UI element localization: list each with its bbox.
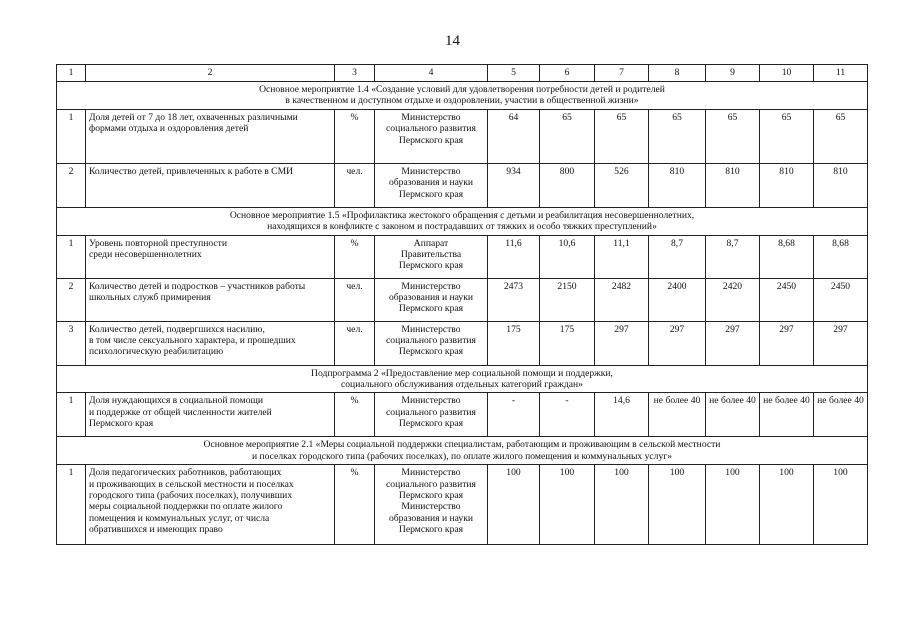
indicator-value: 8,68: [814, 235, 868, 278]
indicator-value: 11,6: [488, 235, 540, 278]
indicator-value: 810: [814, 163, 868, 207]
indicator-value: не более 40: [706, 393, 760, 437]
column-header: 2: [86, 65, 335, 82]
indicator-value: 100: [540, 465, 595, 545]
indicator-value: не более 40: [649, 393, 706, 437]
section-header-row: [57, 437, 868, 465]
indicator-name-line: школьных служб примирения: [89, 292, 211, 304]
indicator-value: 100: [760, 465, 814, 545]
indicator-name-line: меры социальной поддержки по оплате жилого: [89, 501, 283, 513]
indicator-value: 14,6: [595, 393, 649, 437]
indicator-name: [86, 393, 335, 437]
executor-line: Министерство: [401, 467, 461, 479]
indicator-value: 297: [814, 321, 868, 365]
indicator-value: 2482: [595, 278, 649, 321]
executor-line: Министерство: [401, 165, 461, 177]
executor-line: Министерство: [401, 501, 461, 513]
indicator-value: 800: [540, 163, 595, 207]
indicator-value: 100: [649, 465, 706, 545]
column-header: 5: [488, 65, 540, 82]
indicator-value: 2400: [649, 278, 706, 321]
executor-line: Министерство: [401, 323, 461, 335]
executor-line: социального развития: [386, 478, 476, 490]
indicator-value: 10,6: [540, 235, 595, 278]
row-number: 2: [57, 278, 86, 321]
table-row: [57, 321, 868, 365]
indicator-value: 175: [540, 321, 595, 365]
executor-line: Правительства: [400, 249, 462, 261]
indicator-value: 11,1: [595, 235, 649, 278]
indicator-name-line: Доля нуждающихся в социальной помощи: [89, 395, 264, 407]
column-header: 6: [540, 65, 595, 82]
indicator-name-line: Количество детей и подростков – участников работы: [89, 280, 306, 292]
indicator-name-line: и проживающих в сельской местности и поселках: [89, 478, 294, 490]
executor-line: Пермского края: [398, 134, 464, 146]
section-title: [57, 437, 868, 465]
executor-line: образования и науки: [388, 512, 474, 524]
row-number: 1: [57, 109, 86, 163]
executor: [375, 321, 488, 365]
executor-line: Пермского края: [398, 303, 464, 315]
indicator-value: 100: [488, 465, 540, 545]
unit-of-measure: %: [335, 465, 375, 545]
indicator-value: 8,68: [760, 235, 814, 278]
indicator-value: 65: [814, 109, 868, 163]
indicator-value: 526: [595, 163, 649, 207]
indicator-value: 297: [706, 321, 760, 365]
indicator-name-line: городского типа (рабочих поселках), получивших: [89, 490, 293, 502]
indicator-value: 810: [649, 163, 706, 207]
section-title-line: в качественном и доступном отдыхе и оздоровлении, участии в общественной жизни»: [285, 95, 639, 107]
executor: [375, 235, 488, 278]
indicator-name-line: обратившихся и имеющих право: [89, 524, 223, 536]
unit-of-measure: %: [335, 109, 375, 163]
indicator-value: 100: [814, 465, 868, 545]
section-title-line: Основное мероприятие 1.5 «Профилактика жестокого обращения с детьми и реабилитация несовершеннолетних,: [229, 209, 695, 221]
section-title-line: Подпрограмма 2 «Предоставление мер социальной помощи и поддержки,: [311, 367, 613, 379]
indicator-value: 8,7: [649, 235, 706, 278]
section-header-row: [57, 82, 868, 110]
indicator-value: 65: [649, 109, 706, 163]
row-number: 1: [57, 393, 86, 437]
indicator-value: 297: [595, 321, 649, 365]
indicator-value: не более 40: [814, 393, 868, 437]
column-header: 11: [814, 65, 868, 82]
executor: [375, 465, 488, 545]
section-title: [57, 365, 868, 393]
executor: [375, 163, 488, 207]
indicator-name-line: и поддержке от общей численности жителей: [89, 406, 272, 418]
indicator-name-line: Пермского края: [89, 418, 154, 430]
executor: [375, 278, 488, 321]
indicator-name-line: Количество детей, подвергшихся насилию,: [89, 323, 265, 335]
indicator-name: [86, 235, 335, 278]
indicator-value: 2450: [760, 278, 814, 321]
indicator-name: [86, 278, 335, 321]
indicator-value: 65: [706, 109, 760, 163]
indicator-name-line: Доля педагогических работников, работающих: [89, 467, 282, 479]
column-header: 1: [57, 65, 86, 82]
indicator-value: 175: [488, 321, 540, 365]
indicator-value: 810: [760, 163, 814, 207]
indicator-value: 8,7: [706, 235, 760, 278]
indicator-name: [86, 321, 335, 365]
unit-of-measure: чел.: [335, 321, 375, 365]
section-title: [57, 82, 868, 110]
section-title-line: Основное мероприятие 2.1 «Меры социальной поддержки специалистам, работающим и проживающим в сельской местности: [203, 439, 721, 451]
indicator-value: 2473: [488, 278, 540, 321]
executor-line: Аппарат: [413, 237, 449, 249]
indicator-value: 810: [706, 163, 760, 207]
unit-of-measure: чел.: [335, 163, 375, 207]
page-number: 14: [445, 33, 460, 49]
indicator-name: [86, 465, 335, 545]
executor-line: Министерство: [401, 111, 461, 123]
section-title-line: социального обслуживания отдельных категорий граждан»: [341, 379, 583, 391]
executor-line: Министерство: [401, 395, 461, 407]
column-header: 4: [375, 65, 488, 82]
section-header-row: [57, 365, 868, 393]
table-row: [57, 278, 868, 321]
table-body: [57, 65, 868, 545]
section-title: [57, 207, 868, 235]
indicator-name-line: помещения и коммунальных услуг, от числа: [89, 512, 270, 524]
indicator-value: 2420: [706, 278, 760, 321]
column-header: 7: [595, 65, 649, 82]
row-number: 3: [57, 321, 86, 365]
row-number: 1: [57, 235, 86, 278]
table-row: [57, 109, 868, 163]
table-row: [57, 163, 868, 207]
indicator-value: 2150: [540, 278, 595, 321]
table-row: [57, 235, 868, 278]
executor-line: социального развития: [386, 123, 476, 135]
indicator-value: 2450: [814, 278, 868, 321]
executor-line: образования и науки: [388, 292, 474, 304]
column-header: 8: [649, 65, 706, 82]
indicator-value: 65: [760, 109, 814, 163]
unit-of-measure: %: [335, 235, 375, 278]
column-header: 9: [706, 65, 760, 82]
indicator-value: 65: [540, 109, 595, 163]
row-number: 1: [57, 465, 86, 545]
table-row: [57, 465, 868, 545]
executor-line: Пермского края: [398, 346, 464, 358]
executor-line: Пермского края: [398, 188, 464, 200]
unit-of-measure: чел.: [335, 278, 375, 321]
executor: [375, 393, 488, 437]
indicators-table: [56, 64, 868, 545]
executor: [375, 109, 488, 163]
indicator-value: 297: [649, 321, 706, 365]
row-number: 2: [57, 163, 86, 207]
indicator-value: -: [488, 393, 540, 437]
section-title-line: Основное мероприятие 1.4 «Создание условий для удовлетворения потребности детей и родителей: [259, 84, 665, 95]
column-header-row: [57, 65, 868, 82]
executor-line: образования и науки: [388, 177, 474, 189]
indicator-value: 934: [488, 163, 540, 207]
indicator-value: 65: [595, 109, 649, 163]
indicator-value: -: [540, 393, 595, 437]
indicator-value: 64: [488, 109, 540, 163]
executor-line: Пермского края: [398, 418, 464, 430]
executor-line: социального развития: [386, 335, 476, 347]
indicator-name-line: среди несовершеннолетних: [89, 249, 202, 261]
indicator-name-line: Уровень повторной преступности: [89, 237, 227, 249]
executor-line: социального развития: [386, 406, 476, 418]
indicator-value: не более 40: [760, 393, 814, 437]
indicator-name: [86, 109, 335, 163]
unit-of-measure: %: [335, 393, 375, 437]
executor-line: Пермского края: [398, 524, 464, 536]
indicator-name-line: формами отдыха и оздоровления детей: [89, 123, 249, 135]
indicator-name-line: психологическую реабилитацию: [89, 346, 224, 358]
table-row: [57, 393, 868, 437]
indicator-value: 297: [760, 321, 814, 365]
indicator-name: [86, 163, 335, 207]
executor-line: Пермского края: [398, 260, 464, 272]
indicator-name-line: Количество детей, привлеченных к работе в СМИ: [89, 165, 294, 177]
executor-line: Министерство: [401, 280, 461, 292]
section-title-line: и поселках городского типа (рабочих поселках), по оплате жилого помещения и коммунальных услуг»: [251, 450, 672, 462]
column-header: 3: [335, 65, 375, 82]
column-header: 10: [760, 65, 814, 82]
section-title-line: находящихся в конфликте с законом и пострадавших от тяжких и особо тяжких преступлений»: [267, 221, 657, 233]
indicator-name-line: Доля детей от 7 до 18 лет, охваченных различными: [89, 111, 298, 123]
executor-line: Пермского края: [398, 490, 464, 502]
indicator-value: 100: [595, 465, 649, 545]
indicator-name-line: в том числе сексуального характера, и прошедших: [89, 335, 296, 347]
indicator-value: 100: [706, 465, 760, 545]
section-header-row: [57, 207, 868, 235]
